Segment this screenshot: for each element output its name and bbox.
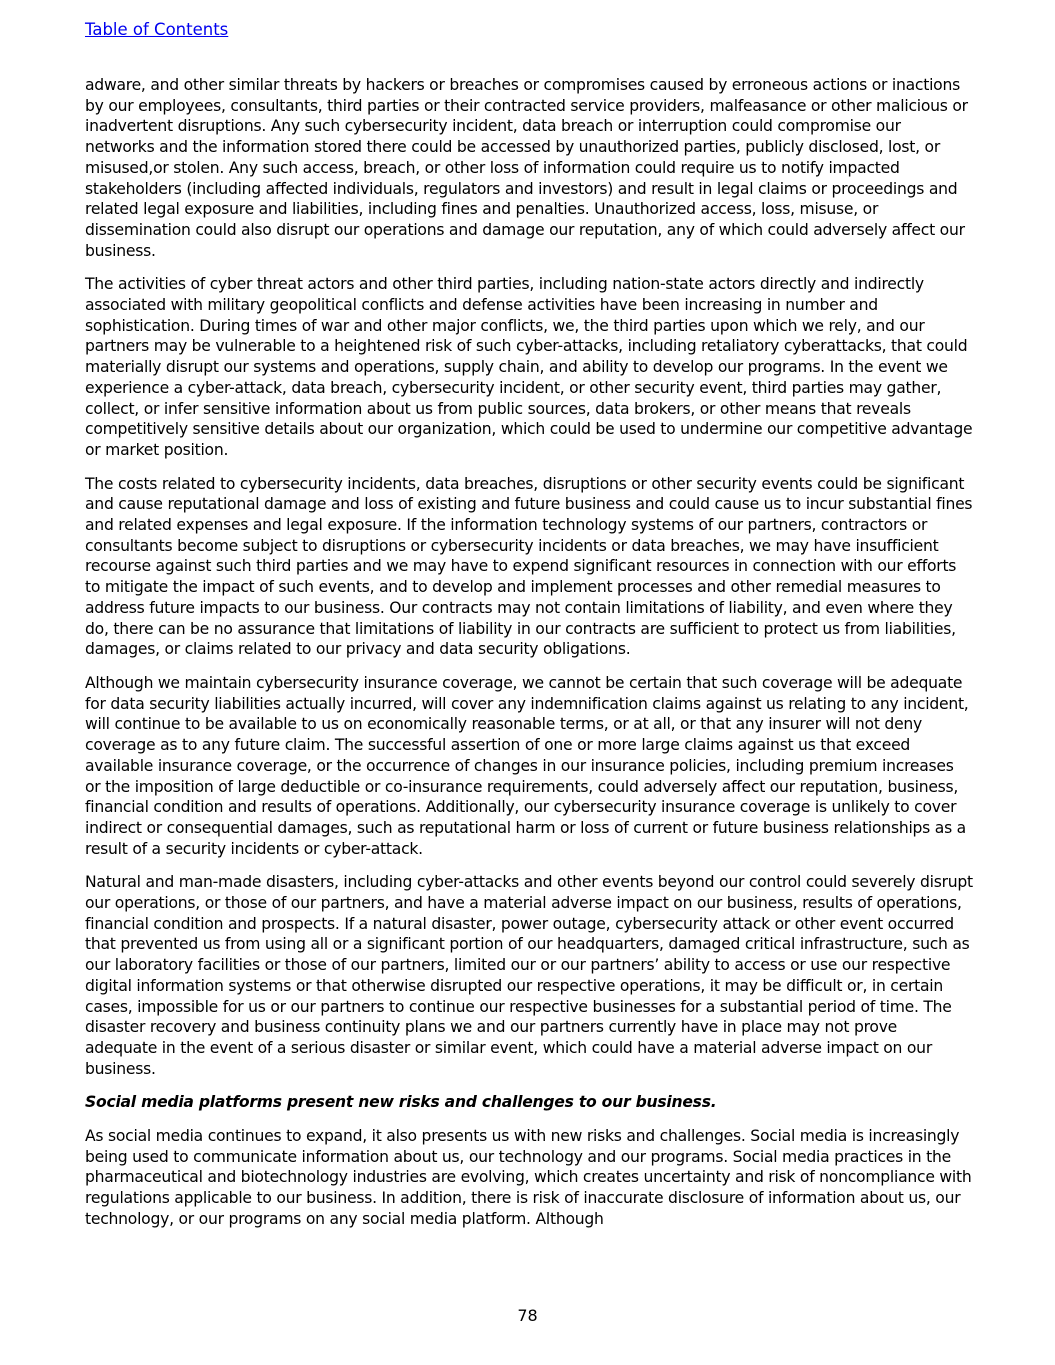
paragraph-threat-actors: The activities of cyber threat actors and other third parties, including nation-state actors directly and indirectly associated with military geopolitical conflicts and defense activities have been increasing in number and sophistication. During times of war and other major conflicts, we, the third parties upon which we rely, and our partners may be vulnerable to a heightened risk of such cyber-attacks, including retaliatory cyberattacks, that could materially disrupt our systems and operations, supply chain, and ability to develop our programs. In the event we experience a cyber-attack, data breach, cybersecurity incident, or other security event, third parties may gather, collect, or infer sensitive information about us from public sources, data brokers, or other means that reveals competitively sensitive details about our organization, which could be used to undermine our competitive advantage or market position. bbox=[85, 275, 973, 459]
section-heading-social-media: Social media platforms present new risks and challenges to our business. bbox=[85, 1093, 717, 1112]
paragraph-insurance-coverage: Although we maintain cybersecurity insurance coverage, we cannot be certain that such coverage will be adequate for data security liabilities actually incurred, will cover any indemnification claims against us relating to any incident, will continue to be available to us on economically reasonable terms, or at all, or that any insurer will not deny coverage as to any future claim. The successful assertion of one or more large claims against us that exceed available insurance coverage, or the occurrence of changes in our insurance policies, including premium increases or the imposition of large deductible or co-insurance requirements, could adversely affect our reputation, business, financial condition and results of operations. Additionally, our cybersecurity insurance coverage is unlikely to cover indirect or consequential damages, such as reputational harm or loss of current or future business relationships as a result of a security incidents or cyber-attack. bbox=[85, 673, 969, 858]
table-of-contents-link[interactable]: Table of Contents bbox=[85, 20, 229, 39]
page-body bbox=[85, 75, 973, 1243]
paragraph-cyber-threats: adware, and other similar threats by hackers or breaches or compromises caused by erroneous actions or inactions by our employees, consultants, third parties or their contracted service providers, malfeasance or other malicious or inadvertent disruptions. Any such cybersecurity incident, data breach or interruption could compromise our networks and the information stored there could be accessed by unauthorized parties, publicly disclosed, lost, or misused,or stolen. Any such access, breach, or other loss of information could require us to notify impacted stakeholders (including affected individuals, regulators and investors) and result in legal claims or proceedings and related legal exposure and liabilities, including fines and penalties. Unauthorized access, loss, misuse, or dissemination could also disrupt our operations and damage our reputation, any of which could adversely affect our business. bbox=[85, 76, 968, 260]
paragraph-social-media: As social media continues to expand, it also presents us with new risks and challenges. Social media is increasingly being used to communicate information about us, our technology and our programs. Social media practices in the pharmaceutical and biotechnology industries are evolving, which creates uncertainty and risk of noncompliance with regulations applicable to our business. In addition, there is risk of inaccurate disclosure of information about us, our technology, or our programs on any social media platform. Although bbox=[85, 1127, 972, 1228]
page-number: 78 bbox=[517, 1306, 538, 1325]
paragraph-incident-costs: The costs related to cybersecurity incidents, data breaches, disruptions or other security events could be significant and cause reputational damage and loss of existing and future business and could cause us to incur substantial fines and related expenses and legal exposure. If the information technology systems of our partners, contractors or consultants become subject to disruptions or cybersecurity incidents or data breaches, we may have insufficient recourse against such third parties and we may have to expend significant resources in connection with our efforts to mitigate the impact of such events, and to develop and implement processes and other remedial measures to address future impacts to our business. Our contracts may not contain limitations of liability, and even where they do, there can be no assurance that limitations of liability in our contracts are sufficient to protect us from liabilities, damages, or claims related to our privacy and data security obligations. bbox=[85, 474, 973, 659]
paragraph-natural-disasters: Natural and man-made disasters, including cyber-attacks and other events beyond our control could severely disrupt our operations, or those of our partners, and have a material adverse impact on our business, results of operations, financial condition and prospects. If a natural disaster, power outage, cybersecurity attack or other event occurred that prevented us from using all or a significant portion of our headquarters, damaged critical infrastructure, such as our laboratory facilities or those of our partners, limited our or our partners’ ability to access or use our respective digital information systems or that otherwise disrupted our respective operations, it may be difficult or, in certain cases, impossible for us or our partners to continue our respective businesses for a substantial period of time. The disaster recovery and business continuity plans we and our partners currently have in place may not prove adequate in the event of a serious disaster or similar event, which could have a material adverse impact on our business. bbox=[85, 873, 973, 1078]
